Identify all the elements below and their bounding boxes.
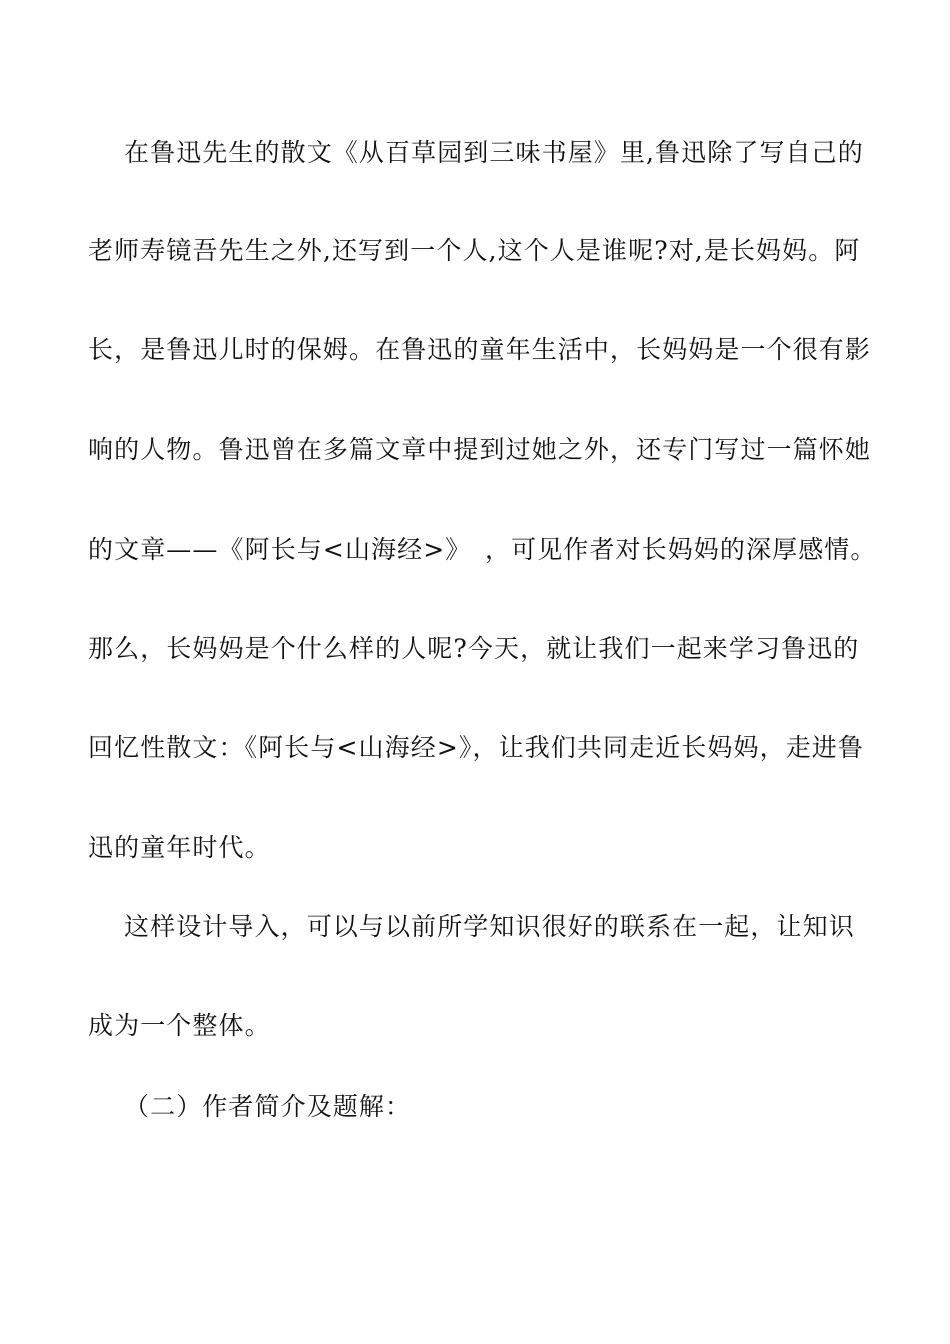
paragraph-1-line-8: 迅的童年时代。 [88, 833, 271, 862]
paragraph-1-line-1: 在鲁迅先生的散文《从百草园到三味书屋》里,鲁迅除了写自己的 [124, 138, 864, 167]
paragraph-1-line-2: 老师寿镜吾先生之外,还写到一个人,这个人是谁呢?对,是长妈妈。阿 [88, 236, 861, 265]
paragraph-1-line-6: 那么，长妈妈是个什么样的人呢?今天，就让我们一起来学习鲁迅的 [88, 634, 860, 663]
paragraph-1-line-5: 的文章——《阿长与<山海经>》 ，可见作者对长妈妈的深厚感情。 [88, 535, 877, 564]
paragraph-2-line-2: 成为一个整体。 [88, 1011, 271, 1040]
section-heading: （二）作者简介及题解： [124, 1092, 412, 1121]
paragraph-1-line-4: 响的人物。鲁迅曾在多篇文章中提到过她之外，还专门写过一篇怀她 [88, 435, 872, 464]
paragraph-1-line-3: 长，是鲁迅儿时的保姆。在鲁迅的童年生活中，长妈妈是一个很有影 [88, 335, 872, 364]
paragraph-1-line-7: 回忆性散文：《阿长与<山海经>》，让我们共同走近长妈妈，走进鲁 [88, 733, 864, 762]
paragraph-2-line-1: 这样设计导入，可以与以前所学知识很好的联系在一起，让知识 [124, 912, 855, 941]
